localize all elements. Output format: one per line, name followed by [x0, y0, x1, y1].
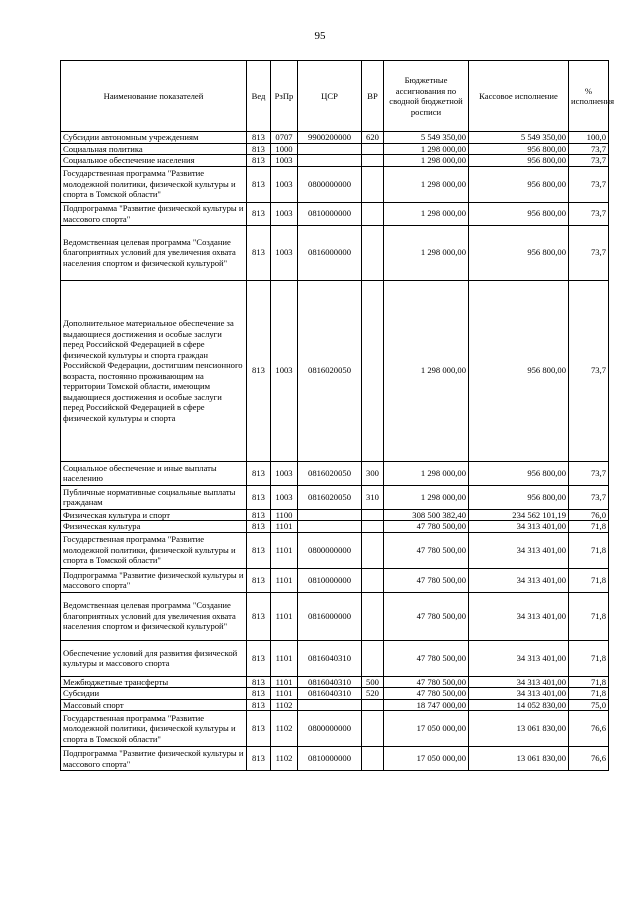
row-name: Ведомственная целевая программа "Создание благоприятных условий для увеличения охвата населения спортом и физической культурой"	[61, 592, 247, 640]
row-cash: 34 313 401,00	[469, 532, 569, 568]
row-name: Массовый спорт	[61, 699, 247, 711]
row-rzpr: 1003	[271, 155, 298, 167]
row-rzpr: 1101	[271, 676, 298, 688]
table-row	[61, 461, 609, 485]
row-vr	[362, 699, 384, 711]
header-rzpr: РзПр	[271, 61, 298, 132]
row-ved: 813	[247, 166, 271, 202]
row-budget: 5 549 350,00	[384, 132, 469, 144]
row-percent: 73,7	[569, 143, 609, 155]
row-csr: 0816020050	[298, 280, 362, 461]
row-budget: 1 298 000,00	[384, 143, 469, 155]
row-rzpr: 1102	[271, 699, 298, 711]
row-name: Социальная политика	[61, 143, 247, 155]
row-ved: 813	[247, 711, 271, 747]
row-cash: 956 800,00	[469, 155, 569, 167]
row-vr	[362, 568, 384, 592]
row-percent: 76,6	[569, 747, 609, 771]
header-percent: % исполнения	[569, 61, 609, 132]
row-rzpr: 1100	[271, 509, 298, 521]
header-csr: ЦСР	[298, 61, 362, 132]
row-budget: 1 298 000,00	[384, 461, 469, 485]
header-ved: Вед	[247, 61, 271, 132]
row-rzpr: 1101	[271, 592, 298, 640]
row-name: Подпрограмма "Развитие физической культуры и массового спорта"	[61, 568, 247, 592]
row-budget: 47 780 500,00	[384, 676, 469, 688]
row-budget: 47 780 500,00	[384, 592, 469, 640]
row-csr: 0800000000	[298, 532, 362, 568]
header-name: Наименование показателей	[61, 61, 247, 132]
row-vr: 500	[362, 676, 384, 688]
row-vr	[362, 592, 384, 640]
table-row	[61, 676, 609, 688]
row-ved: 813	[247, 532, 271, 568]
row-cash: 956 800,00	[469, 280, 569, 461]
row-vr: 620	[362, 132, 384, 144]
row-budget: 308 500 382,40	[384, 509, 469, 521]
row-ved: 813	[247, 521, 271, 533]
table-row	[61, 532, 609, 568]
row-vr	[362, 155, 384, 167]
row-rzpr: 1102	[271, 711, 298, 747]
row-csr	[298, 521, 362, 533]
page-number: 95	[314, 30, 326, 42]
row-vr	[362, 521, 384, 533]
row-name: Физическая культура и спорт	[61, 509, 247, 521]
row-csr: 0816040310	[298, 676, 362, 688]
header-vr: ВР	[362, 61, 384, 132]
table-row	[61, 747, 609, 771]
row-vr	[362, 143, 384, 155]
row-name: Ведомственная целевая программа "Создание благоприятных условий для увеличения охвата населения спортом и физической культурой"	[61, 225, 247, 280]
table-row	[61, 280, 609, 461]
row-cash: 956 800,00	[469, 225, 569, 280]
row-vr: 520	[362, 688, 384, 700]
row-csr: 0816020050	[298, 461, 362, 485]
row-percent: 76,6	[569, 711, 609, 747]
table-row	[61, 711, 609, 747]
row-cash: 13 061 830,00	[469, 711, 569, 747]
budget-execution-table	[60, 60, 615, 771]
row-ved: 813	[247, 688, 271, 700]
table-body	[61, 132, 609, 771]
row-budget: 47 780 500,00	[384, 688, 469, 700]
row-ved: 813	[247, 225, 271, 280]
row-vr	[362, 532, 384, 568]
row-budget: 1 298 000,00	[384, 202, 469, 225]
row-rzpr: 1003	[271, 280, 298, 461]
row-budget: 17 050 000,00	[384, 747, 469, 771]
row-csr	[298, 699, 362, 711]
row-ved: 813	[247, 132, 271, 144]
table-row	[61, 521, 609, 533]
row-ved: 813	[247, 202, 271, 225]
row-cash: 14 052 830,00	[469, 699, 569, 711]
row-cash: 34 313 401,00	[469, 521, 569, 533]
row-cash: 34 313 401,00	[469, 568, 569, 592]
row-vr	[362, 711, 384, 747]
row-percent: 71,8	[569, 676, 609, 688]
table-row	[61, 166, 609, 202]
row-percent: 73,7	[569, 155, 609, 167]
row-cash: 34 313 401,00	[469, 688, 569, 700]
row-csr: 0816000000	[298, 592, 362, 640]
row-ved: 813	[247, 280, 271, 461]
table-row	[61, 688, 609, 700]
row-rzpr: 1003	[271, 225, 298, 280]
row-vr	[362, 280, 384, 461]
table-row	[61, 592, 609, 640]
row-csr: 0816020050	[298, 485, 362, 509]
row-budget: 1 298 000,00	[384, 225, 469, 280]
row-vr	[362, 225, 384, 280]
row-cash: 34 313 401,00	[469, 676, 569, 688]
row-name: Дополнительное материальное обеспечение за выдающиеся достижения и особые заслуги перед Российской Федерацией в сфере физической культуры и спорта граждан Российской Федерации, достигшим пенсионного возраста, постоянно проживающим на территории Томской области, имеющим выдающиеся достижения и особые заслуги перед Российской Федерацией в сфере физической культуры и спорта	[61, 280, 247, 461]
row-cash: 956 800,00	[469, 143, 569, 155]
row-rzpr: 1101	[271, 521, 298, 533]
row-percent: 75,0	[569, 699, 609, 711]
header-cash: Кассовое исполнение	[469, 61, 569, 132]
row-rzpr: 1102	[271, 747, 298, 771]
row-budget: 1 298 000,00	[384, 155, 469, 167]
row-ved: 813	[247, 155, 271, 167]
row-vr	[362, 509, 384, 521]
row-ved: 813	[247, 676, 271, 688]
row-percent: 73,7	[569, 485, 609, 509]
row-budget: 18 747 000,00	[384, 699, 469, 711]
row-percent: 71,8	[569, 640, 609, 676]
row-cash: 34 313 401,00	[469, 592, 569, 640]
row-csr: 0810000000	[298, 568, 362, 592]
row-cash: 956 800,00	[469, 202, 569, 225]
row-csr: 9900200000	[298, 132, 362, 144]
row-vr: 310	[362, 485, 384, 509]
row-vr	[362, 166, 384, 202]
row-ved: 813	[247, 485, 271, 509]
row-csr: 0800000000	[298, 166, 362, 202]
row-rzpr: 1000	[271, 143, 298, 155]
table-row	[61, 225, 609, 280]
table-row	[61, 143, 609, 155]
row-vr	[362, 640, 384, 676]
row-rzpr: 1003	[271, 461, 298, 485]
row-cash: 956 800,00	[469, 485, 569, 509]
row-csr: 0810000000	[298, 747, 362, 771]
row-ved: 813	[247, 699, 271, 711]
row-csr	[298, 509, 362, 521]
row-ved: 813	[247, 640, 271, 676]
row-percent: 71,8	[569, 688, 609, 700]
row-csr: 0816040310	[298, 640, 362, 676]
row-rzpr: 1003	[271, 166, 298, 202]
row-name: Субсидии	[61, 688, 247, 700]
table-row	[61, 699, 609, 711]
row-ved: 813	[247, 143, 271, 155]
row-name: Подпрограмма "Развитие физической культуры и массового спорта"	[61, 202, 247, 225]
row-ved: 813	[247, 461, 271, 485]
row-percent: 73,7	[569, 166, 609, 202]
row-budget: 1 298 000,00	[384, 485, 469, 509]
row-budget: 1 298 000,00	[384, 166, 469, 202]
row-cash: 34 313 401,00	[469, 640, 569, 676]
row-budget: 47 780 500,00	[384, 640, 469, 676]
row-cash: 956 800,00	[469, 461, 569, 485]
row-name: Физическая культура	[61, 521, 247, 533]
row-ved: 813	[247, 509, 271, 521]
row-rzpr: 1101	[271, 640, 298, 676]
row-cash: 234 562 101,19	[469, 509, 569, 521]
table-row	[61, 485, 609, 509]
row-percent: 71,8	[569, 592, 609, 640]
row-name: Государственная программа "Развитие молодежной политики, физической культуры и спорта в Томской области"	[61, 532, 247, 568]
row-vr: 300	[362, 461, 384, 485]
row-name: Субсидии автономным учреждениям	[61, 132, 247, 144]
row-percent: 71,8	[569, 568, 609, 592]
table-row	[61, 132, 609, 144]
row-csr: 0810000000	[298, 202, 362, 225]
table-row	[61, 509, 609, 521]
row-rzpr: 1101	[271, 532, 298, 568]
table-row	[61, 568, 609, 592]
row-percent: 100,0	[569, 132, 609, 144]
table-row	[61, 640, 609, 676]
row-percent: 73,7	[569, 280, 609, 461]
row-vr	[362, 747, 384, 771]
row-ved: 813	[247, 747, 271, 771]
header-budget: Бюджетные ассигнования по сводной бюджетной росписи	[384, 61, 469, 132]
row-rzpr: 1101	[271, 568, 298, 592]
row-vr	[362, 202, 384, 225]
row-percent: 71,8	[569, 532, 609, 568]
table-header-row	[61, 61, 609, 132]
table-row	[61, 202, 609, 225]
row-rzpr: 1101	[271, 688, 298, 700]
row-cash: 956 800,00	[469, 166, 569, 202]
row-percent: 73,7	[569, 225, 609, 280]
row-name: Социальное обеспечение и иные выплаты населению	[61, 461, 247, 485]
row-budget: 1 298 000,00	[384, 280, 469, 461]
row-percent: 73,7	[569, 202, 609, 225]
row-csr	[298, 143, 362, 155]
row-rzpr: 1003	[271, 485, 298, 509]
row-csr: 0816000000	[298, 225, 362, 280]
row-cash: 5 549 350,00	[469, 132, 569, 144]
row-name: Социальное обеспечение населения	[61, 155, 247, 167]
row-name: Государственная программа "Развитие молодежной политики, физической культуры и спорта в Томской области"	[61, 711, 247, 747]
row-name: Государственная программа "Развитие молодежной политики, физической культуры и спорта в Томской области"	[61, 166, 247, 202]
row-csr: 0800000000	[298, 711, 362, 747]
row-name: Публичные нормативные социальные выплаты гражданам	[61, 485, 247, 509]
row-percent: 71,8	[569, 521, 609, 533]
row-ved: 813	[247, 592, 271, 640]
row-budget: 47 780 500,00	[384, 532, 469, 568]
row-csr: 0816040310	[298, 688, 362, 700]
row-budget: 47 780 500,00	[384, 521, 469, 533]
row-rzpr: 0707	[271, 132, 298, 144]
row-cash: 13 061 830,00	[469, 747, 569, 771]
row-name: Подпрограмма "Развитие физической культуры и массового спорта"	[61, 747, 247, 771]
table-row	[61, 155, 609, 167]
row-name: Межбюджетные трансферты	[61, 676, 247, 688]
row-percent: 73,7	[569, 461, 609, 485]
row-csr	[298, 155, 362, 167]
row-budget: 47 780 500,00	[384, 568, 469, 592]
row-name: Обеспечение условий для развития физической культуры и массового спорта	[61, 640, 247, 676]
row-ved: 813	[247, 568, 271, 592]
row-percent: 76,0	[569, 509, 609, 521]
row-budget: 17 050 000,00	[384, 711, 469, 747]
row-rzpr: 1003	[271, 202, 298, 225]
